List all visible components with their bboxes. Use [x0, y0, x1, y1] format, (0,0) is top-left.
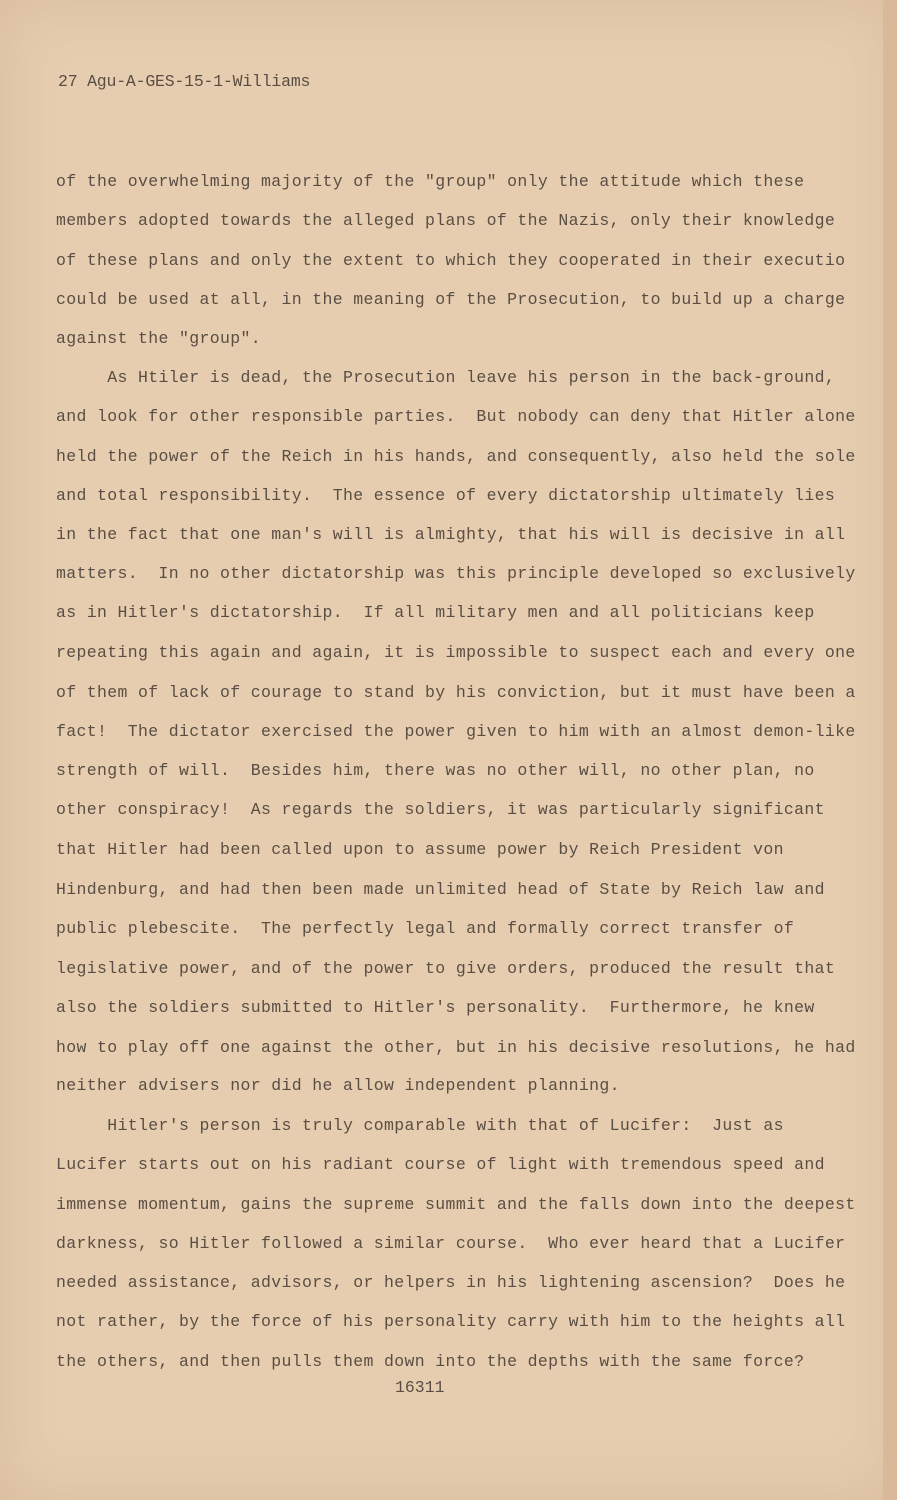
- text-line: how to play off one against the other, but in his decisive resolutions, he had: [56, 1038, 856, 1057]
- text-line: Lucifer starts out on his radiant course of light with tremendous speed and: [56, 1155, 825, 1174]
- text-line: darkness, so Hitler followed a similar course. Who ever heard that a Lucifer: [56, 1234, 846, 1253]
- text-line: As Htiler is dead, the Prosecution leave his person in the back-ground,: [56, 368, 836, 387]
- text-line: fact! The dictator exercised the power given to him with an almost demon-like: [56, 722, 856, 741]
- text-line: matters. In no other dictatorship was this principle developed so exclusively: [56, 564, 856, 583]
- text-line: Hindenburg, and had then been made unlimited head of State by Reich law and: [56, 880, 825, 899]
- text-line: public plebescite. The perfectly legal and formally correct transfer of: [56, 919, 795, 938]
- text-line: repeating this again and again, it is impossible to suspect each and every one: [56, 643, 856, 662]
- text-line: that Hitler had been called upon to assume power by Reich President von: [56, 840, 784, 859]
- text-line: of these plans and only the extent to which they cooperated in their executio: [56, 251, 846, 270]
- text-line: other conspiracy! As regards the soldiers, it was particularly significant: [56, 800, 825, 819]
- text-line: against the "group".: [56, 329, 262, 348]
- text-line: legislative power, and of the power to give orders, produced the result that: [56, 959, 836, 978]
- page-number: 16311: [395, 1378, 445, 1397]
- text-line: and look for other responsible parties. But nobody can deny that Hitler alone: [56, 407, 856, 426]
- text-line: as in Hitler's dictatorship. If all military men and all politicians keep: [56, 603, 815, 622]
- text-line: Hitler's person is truly comparable with that of Lucifer: Just as: [56, 1116, 784, 1135]
- text-line: neither advisers nor did he allow independent planning.: [56, 1076, 620, 1095]
- text-line: held the power of the Reich in his hands, and consequently, also held the sole: [56, 447, 856, 466]
- text-line: of them of lack of courage to stand by his conviction, but it must have been a: [56, 683, 856, 702]
- text-line: members adopted towards the alleged plans of the Nazis, only their knowledge: [56, 211, 836, 230]
- text-line: the others, and then pulls them down into the depths with the same force?: [56, 1352, 805, 1371]
- text-line: of the overwhelming majority of the "group" only the attitude which these: [56, 172, 805, 191]
- text-line: in the fact that one man's will is almighty, that his will is decisive in all: [56, 525, 846, 544]
- page-edge: [883, 0, 897, 1500]
- text-line: and total responsibility. The essence of every dictatorship ultimately lies: [56, 486, 836, 505]
- text-line: also the soldiers submitted to Hitler's personality. Furthermore, he knew: [56, 998, 815, 1017]
- document-reference: 27 Agu-A-GES-15-1-Williams: [58, 72, 311, 91]
- text-line: immense momentum, gains the supreme summit and the falls down into the deepest: [56, 1195, 856, 1214]
- text-line: not rather, by the force of his personality carry with him to the heights all: [56, 1312, 846, 1331]
- text-line: could be used at all, in the meaning of the Prosecution, to build up a charge: [56, 290, 846, 309]
- text-line: needed assistance, advisors, or helpers in his lightening ascension? Does he: [56, 1273, 846, 1292]
- text-line: strength of will. Besides him, there was no other will, no other plan, no: [56, 761, 815, 780]
